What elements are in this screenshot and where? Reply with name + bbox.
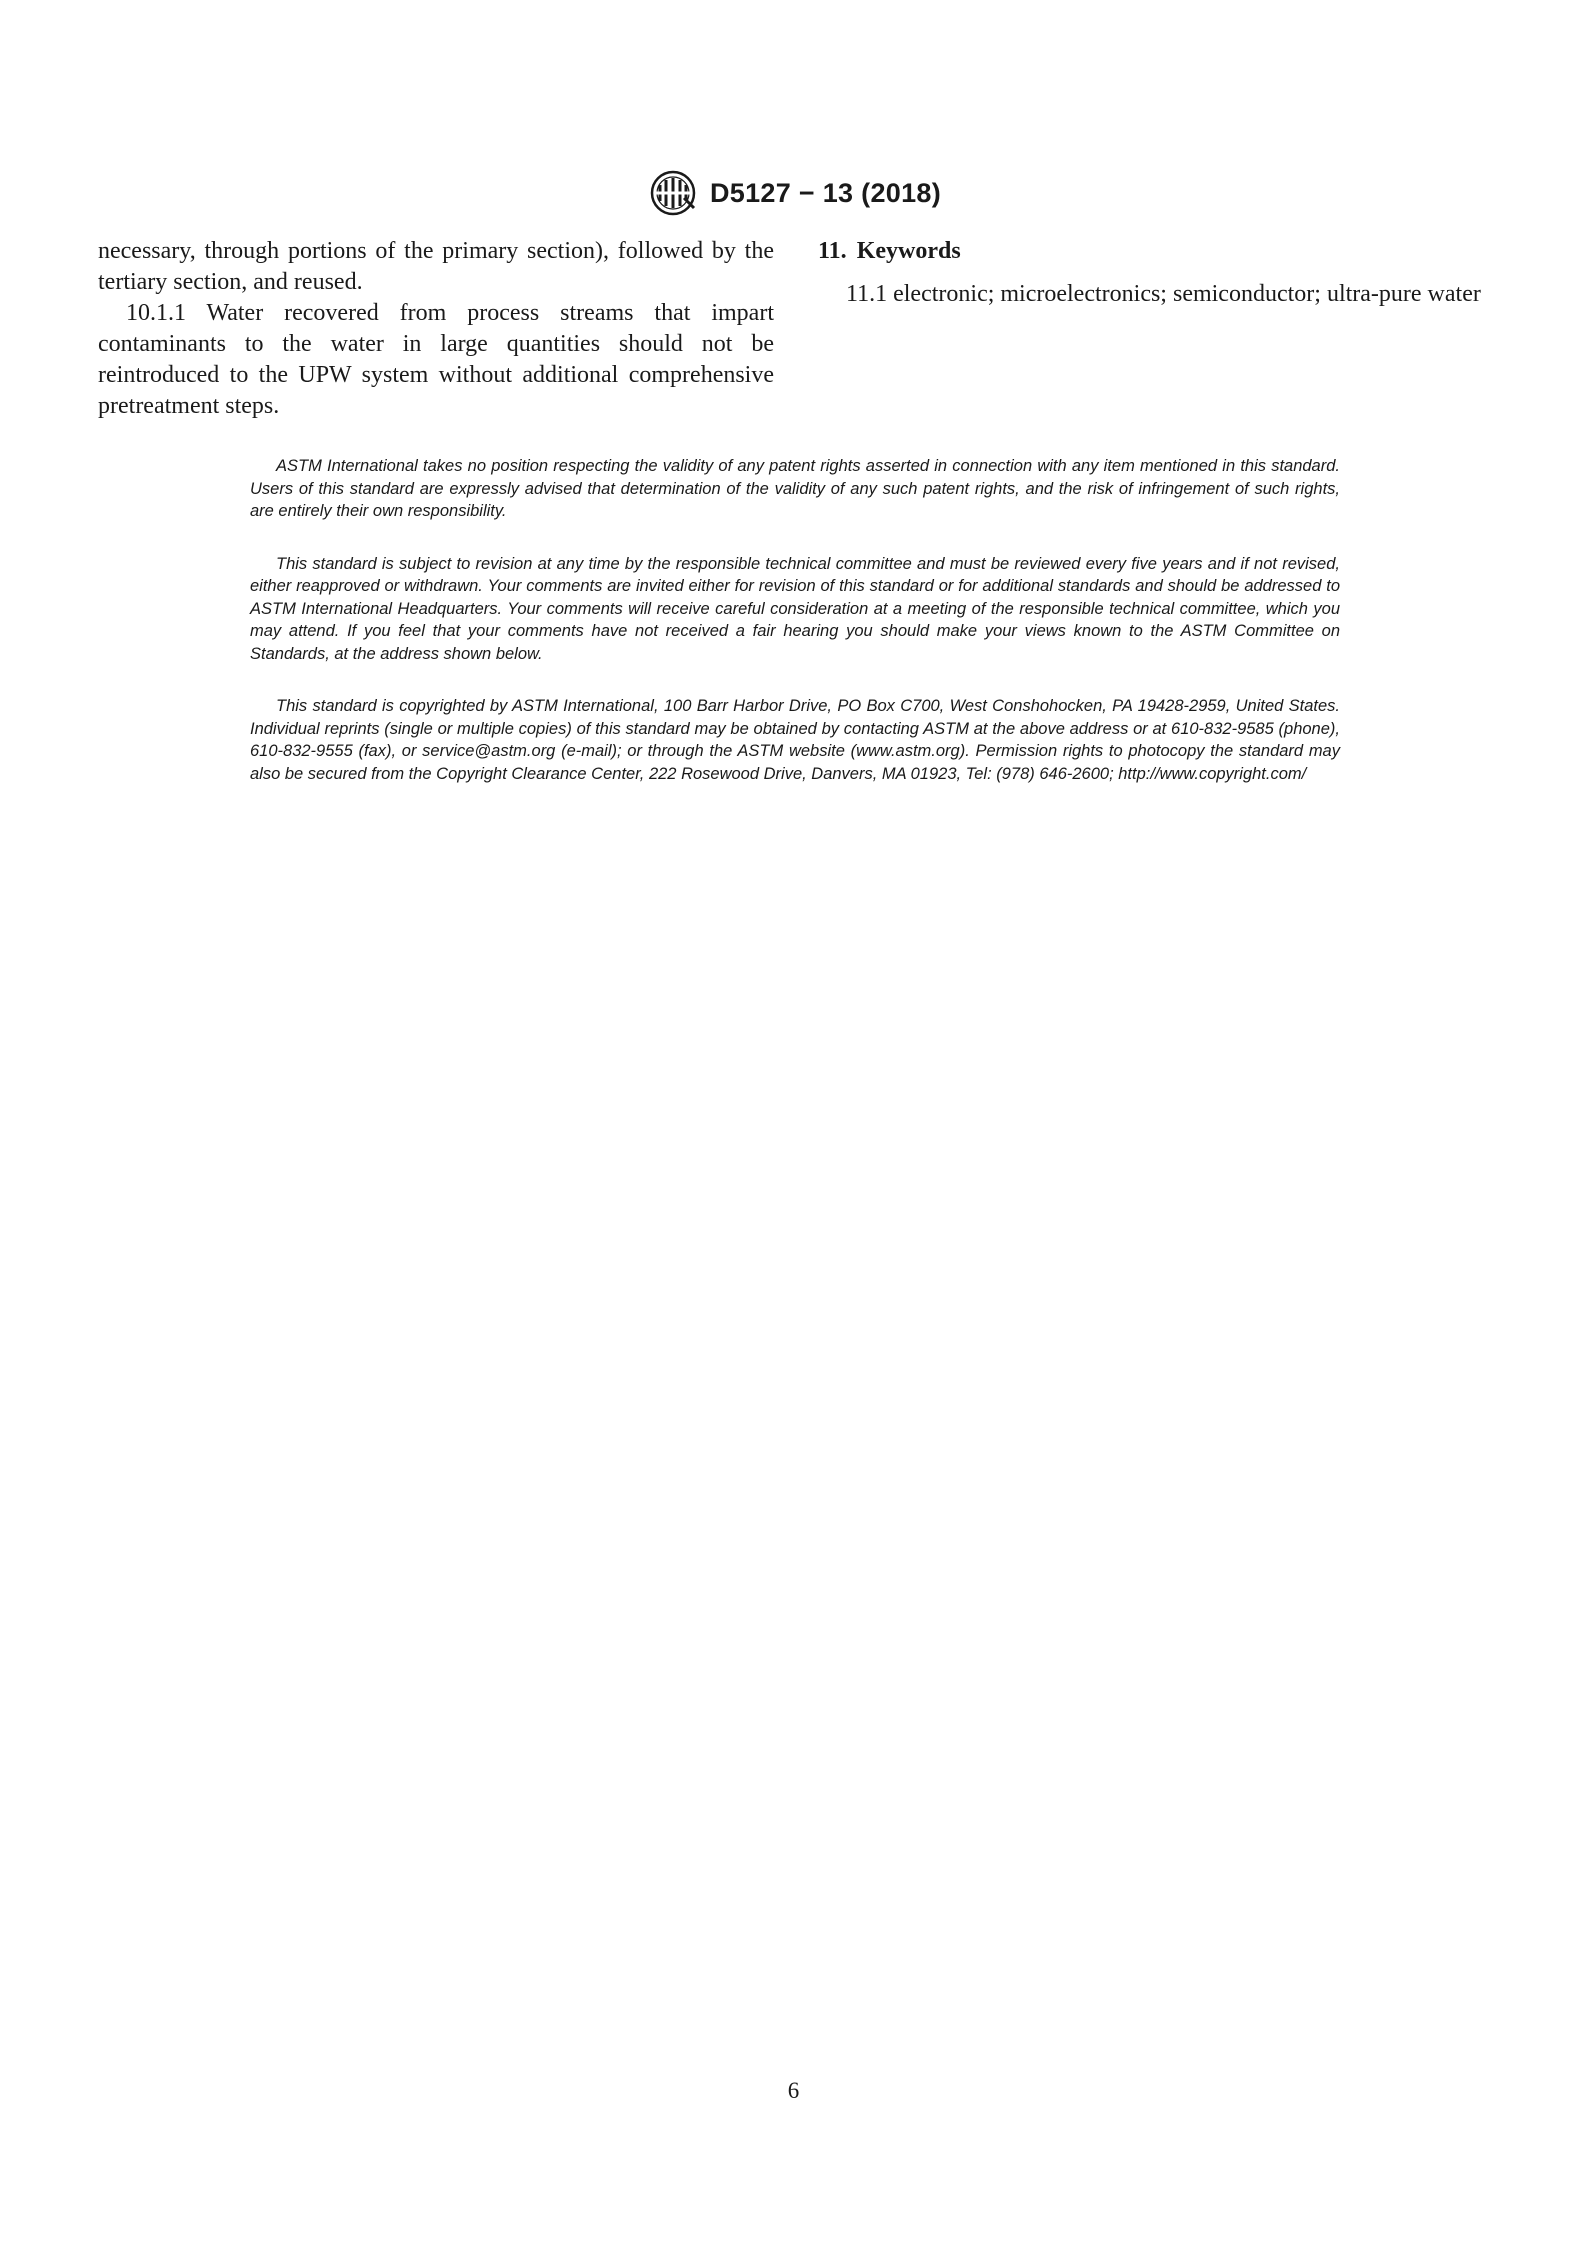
paragraph-11-1: 11.1 electronic; microelectronics; semiconductor; ultra-pure water — [846, 281, 1481, 307]
section-number: 11. — [818, 238, 847, 264]
document-designation: D5127 − 13 (2018) — [709, 177, 941, 208]
continued-paragraph: necessary, through portions of the primary section), followed by the tertiary section, and reused. — [98, 238, 774, 295]
left-column — [98, 236, 774, 422]
paragraph-10-1-1: 10.1.1 Water recovered from process streams that impart contaminants to the water in large quantities should not be reintroduced to the UPW system without additional comprehensive pretreatment steps. — [98, 300, 774, 419]
page-header — [0, 168, 1587, 218]
page-number: 6 — [787, 2078, 800, 2103]
right-column — [818, 236, 1490, 310]
legal-notices — [250, 455, 1340, 815]
copyright-notice: This standard is copyrighted by ASTM International, 100 Barr Harbor Drive, PO Box C700, West Conshohocken, PA 19428-2959, United States. Individual reprints (single or multiple copies) of this standard may be obtained by contacting ASTM at the above address or at 610-832-9585 (phone), 610-832-9555 (fax), or service@astm.org (e-mail); or through the ASTM website (www.astm.org). Permission rights to photocopy the standard may also be secured from the Copyright Clearance Center, 222 Rosewood Drive, Danvers, MA 01923, Tel: (978) 646-2600; http://www.copyright.com/ — [250, 697, 1340, 783]
section-title: Keywords — [856, 238, 961, 264]
header-inner — [646, 168, 941, 218]
section-heading-keywords — [818, 236, 1490, 267]
patent-notice: ASTM International takes no position respecting the validity of any patent rights asserted in connection with any item mentioned in this standard. Users of this standard are expressly advised that determination of the validity of any such patent rights, and the risk of infringement of such rights, are entirely their own responsibility. — [250, 457, 1340, 520]
astm-logo-icon — [646, 168, 702, 218]
revision-notice: This standard is subject to revision at any time by the responsible technical committee and must be reviewed every five years and if not revised, either reapproved or withdrawn. Your comments are invited either for revision of this standard or for additional standards and should be addressed to ASTM International Headquarters. Your comments will receive careful consideration at a meeting of the responsible technical committee, which you may attend. If you feel that your comments have not received a fair hearing you should make your views known to the ASTM Committee on Standards, at the address shown below. — [250, 554, 1340, 663]
